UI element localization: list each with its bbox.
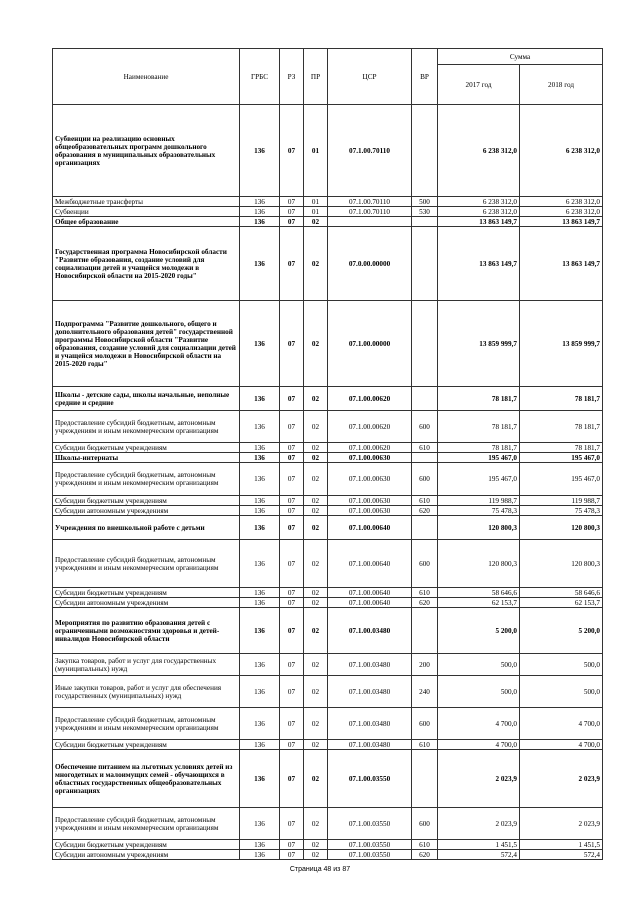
cell-sum-2017: 62 153,7 <box>438 598 520 608</box>
cell-csr <box>328 217 412 227</box>
cell-name: Субсидии бюджетным учреждениям <box>53 588 240 598</box>
cell-pr: 02 <box>304 443 328 453</box>
cell-vr <box>412 105 438 197</box>
cell-grbs: 136 <box>240 598 280 608</box>
cell-grbs: 136 <box>240 654 280 676</box>
cell-pr: 02 <box>304 301 328 387</box>
cell-vr: 610 <box>412 443 438 453</box>
cell-sum-2018: 6 238 312,0 <box>520 197 603 207</box>
cell-name: Подпрограмма "Развитие дошкольного, общего и дополнительного образования детей" государственной программы Новосибирской области "Развитие образования, создание условий для социализации детей и учащейся молодежи в Новосибирской области на 2015-2020 годы" <box>53 301 240 387</box>
cell-rz: 07 <box>280 227 304 301</box>
cell-rz: 07 <box>280 750 304 808</box>
cell-vr <box>412 301 438 387</box>
header-csr: ЦСР <box>328 49 412 105</box>
cell-rz: 07 <box>280 197 304 207</box>
table-header <box>53 49 603 105</box>
cell-sum-2017: 78 181,7 <box>438 443 520 453</box>
cell-rz: 07 <box>280 411 304 443</box>
cell-rz: 07 <box>280 217 304 227</box>
header-year-2017: 2017 год <box>438 65 520 105</box>
cell-csr: 07.1.00.03480 <box>328 708 412 740</box>
cell-grbs: 136 <box>240 105 280 197</box>
cell-grbs: 136 <box>240 750 280 808</box>
cell-grbs: 136 <box>240 850 280 860</box>
cell-sum-2017: 195 467,0 <box>438 463 520 496</box>
cell-rz: 07 <box>280 105 304 197</box>
cell-grbs: 136 <box>240 301 280 387</box>
cell-csr: 07.1.00.03550 <box>328 850 412 860</box>
cell-grbs: 136 <box>240 443 280 453</box>
cell-csr: 07.1.00.00620 <box>328 387 412 411</box>
cell-pr: 02 <box>304 463 328 496</box>
cell-sum-2017: 2 023,9 <box>438 808 520 840</box>
cell-name: Предоставление субсидий бюджетным, автономным учреждениям и иным некоммерческим организациям <box>53 708 240 740</box>
cell-vr: 600 <box>412 463 438 496</box>
cell-vr: 610 <box>412 496 438 506</box>
cell-sum-2017: 78 181,7 <box>438 387 520 411</box>
header-name: Наименование <box>53 49 240 105</box>
cell-sum-2018: 120 800,3 <box>520 540 603 588</box>
cell-pr: 02 <box>304 227 328 301</box>
cell-pr: 02 <box>304 608 328 654</box>
cell-sum-2018: 2 023,9 <box>520 808 603 840</box>
cell-name: Школы - детские сады, школы начальные, неполные средние и средние <box>53 387 240 411</box>
cell-vr <box>412 608 438 654</box>
table-row <box>53 808 603 840</box>
cell-vr: 620 <box>412 598 438 608</box>
cell-sum-2018: 2 023,9 <box>520 750 603 808</box>
cell-vr <box>412 750 438 808</box>
cell-sum-2018: 13 859 999,7 <box>520 301 603 387</box>
cell-csr: 07.1.00.00630 <box>328 453 412 463</box>
cell-grbs: 136 <box>240 516 280 540</box>
cell-vr: 530 <box>412 207 438 217</box>
cell-rz: 07 <box>280 850 304 860</box>
cell-csr: 07.1.00.03550 <box>328 840 412 850</box>
cell-pr: 02 <box>304 387 328 411</box>
table-body <box>53 105 603 860</box>
table-row <box>53 850 603 860</box>
cell-sum-2018: 62 153,7 <box>520 598 603 608</box>
cell-rz: 07 <box>280 463 304 496</box>
cell-pr: 02 <box>304 750 328 808</box>
table-row <box>53 676 603 708</box>
cell-name: Мероприятия по развитию образования детей с ограниченными возможностями здоровья и детей-инвалидов Новосибирской области <box>53 608 240 654</box>
cell-csr: 07.1.00.00000 <box>328 301 412 387</box>
cell-sum-2017: 195 467,0 <box>438 453 520 463</box>
table-row <box>53 387 603 411</box>
cell-sum-2018: 195 467,0 <box>520 453 603 463</box>
header-pr: ПР <box>304 49 328 105</box>
cell-rz: 07 <box>280 598 304 608</box>
cell-sum-2018: 6 238 312,0 <box>520 105 603 197</box>
cell-grbs: 136 <box>240 197 280 207</box>
cell-grbs: 136 <box>240 496 280 506</box>
cell-csr: 07.0.00.00000 <box>328 227 412 301</box>
page-footer: Страница 48 из 87 <box>289 866 351 873</box>
cell-name: Межбюджетные трансферты <box>53 197 240 207</box>
cell-sum-2017: 58 646,6 <box>438 588 520 598</box>
cell-csr: 07.1.00.03550 <box>328 750 412 808</box>
cell-name: Предоставление субсидий бюджетным, автономным учреждениям и иным некоммерческим организациям <box>53 540 240 588</box>
cell-rz: 07 <box>280 540 304 588</box>
cell-grbs: 136 <box>240 588 280 598</box>
table-row <box>53 516 603 540</box>
table-row <box>53 840 603 850</box>
cell-csr: 07.1.00.00620 <box>328 411 412 443</box>
cell-sum-2017: 120 800,3 <box>438 516 520 540</box>
cell-rz: 07 <box>280 496 304 506</box>
table-row <box>53 443 603 453</box>
cell-name: Субсидии автономным учреждениям <box>53 598 240 608</box>
cell-name: Субсидии автономным учреждениям <box>53 506 240 516</box>
cell-vr <box>412 227 438 301</box>
cell-grbs: 136 <box>240 411 280 443</box>
cell-pr: 02 <box>304 676 328 708</box>
cell-name: Субвенции на реализацию основных общеобразовательных программ дошкольного образования в муниципальных образовательных организациях <box>53 105 240 197</box>
cell-grbs: 136 <box>240 207 280 217</box>
cell-vr: 600 <box>412 411 438 443</box>
cell-name: Учреждения по внешкольной работе с детьми <box>53 516 240 540</box>
budget-table <box>52 48 603 860</box>
cell-pr: 02 <box>304 708 328 740</box>
table-row <box>53 598 603 608</box>
cell-grbs: 136 <box>240 840 280 850</box>
cell-csr: 07.1.00.00640 <box>328 588 412 598</box>
cell-csr: 07.1.00.00630 <box>328 506 412 516</box>
cell-name: Иные закупки товаров, работ и услуг для обеспечения государственных (муниципальных) нужд <box>53 676 240 708</box>
cell-name: Государственная программа Новосибирской области "Развитие образования, создание условий для социализации детей и учащейся молодежи в Новосибирской области на 2015-2020 годы" <box>53 227 240 301</box>
cell-rz: 07 <box>280 506 304 516</box>
table-row <box>53 496 603 506</box>
cell-grbs: 136 <box>240 740 280 750</box>
cell-pr: 02 <box>304 850 328 860</box>
cell-rz: 07 <box>280 387 304 411</box>
cell-csr: 07.1.00.00620 <box>328 443 412 453</box>
cell-name: Школы-интернаты <box>53 453 240 463</box>
cell-sum-2018: 6 238 312,0 <box>520 207 603 217</box>
header-year-2018: 2018 год <box>520 65 603 105</box>
cell-sum-2018: 119 988,7 <box>520 496 603 506</box>
cell-rz: 07 <box>280 443 304 453</box>
cell-rz: 07 <box>280 840 304 850</box>
cell-sum-2017: 500,0 <box>438 654 520 676</box>
cell-rz: 07 <box>280 516 304 540</box>
cell-vr: 610 <box>412 588 438 598</box>
table-row <box>53 301 603 387</box>
cell-csr: 07.1.00.03480 <box>328 740 412 750</box>
cell-name: Обеспечение питанием на льготных условиях детей из многодетных и малоимущих семей - обучающихся в областных государственных общеобразовательных организациях <box>53 750 240 808</box>
cell-vr: 600 <box>412 540 438 588</box>
table-row <box>53 654 603 676</box>
cell-vr <box>412 217 438 227</box>
cell-pr: 02 <box>304 840 328 850</box>
cell-vr: 600 <box>412 808 438 840</box>
cell-rz: 07 <box>280 740 304 750</box>
cell-pr: 02 <box>304 516 328 540</box>
table-row <box>53 740 603 750</box>
table-row <box>53 608 603 654</box>
cell-vr: 240 <box>412 676 438 708</box>
cell-sum-2017: 5 200,0 <box>438 608 520 654</box>
cell-grbs: 136 <box>240 808 280 840</box>
cell-name: Субсидии бюджетным учреждениям <box>53 443 240 453</box>
cell-pr: 02 <box>304 598 328 608</box>
cell-grbs: 136 <box>240 608 280 654</box>
table-row <box>53 227 603 301</box>
cell-vr: 610 <box>412 740 438 750</box>
cell-vr: 600 <box>412 708 438 740</box>
cell-grbs: 136 <box>240 387 280 411</box>
cell-grbs: 136 <box>240 676 280 708</box>
cell-sum-2018: 500,0 <box>520 676 603 708</box>
cell-pr: 02 <box>304 217 328 227</box>
cell-sum-2018: 1 451,5 <box>520 840 603 850</box>
cell-sum-2017: 13 859 999,7 <box>438 301 520 387</box>
table-row <box>53 453 603 463</box>
cell-sum-2018: 5 200,0 <box>520 608 603 654</box>
cell-csr: 07.1.00.03480 <box>328 654 412 676</box>
cell-grbs: 136 <box>240 540 280 588</box>
cell-sum-2017: 4 700,0 <box>438 708 520 740</box>
cell-sum-2017: 6 238 312,0 <box>438 207 520 217</box>
cell-name: Общее образование <box>53 217 240 227</box>
cell-pr: 02 <box>304 654 328 676</box>
cell-sum-2018: 195 467,0 <box>520 463 603 496</box>
cell-csr: 07.1.00.03480 <box>328 608 412 654</box>
cell-sum-2018: 500,0 <box>520 654 603 676</box>
cell-sum-2018: 13 863 149,7 <box>520 227 603 301</box>
cell-sum-2017: 4 700,0 <box>438 740 520 750</box>
cell-pr: 02 <box>304 453 328 463</box>
cell-rz: 07 <box>280 654 304 676</box>
cell-sum-2017: 2 023,9 <box>438 750 520 808</box>
cell-name: Субсидии бюджетным учреждениям <box>53 740 240 750</box>
cell-rz: 07 <box>280 676 304 708</box>
cell-name: Предоставление субсидий бюджетным, автономным учреждениям и иным некоммерческим организациям <box>53 463 240 496</box>
cell-vr <box>412 453 438 463</box>
cell-pr: 01 <box>304 105 328 197</box>
cell-csr: 07.1.00.70110 <box>328 197 412 207</box>
cell-sum-2018: 58 646,6 <box>520 588 603 598</box>
header-grbs: ГРБС <box>240 49 280 105</box>
cell-sum-2018: 78 181,7 <box>520 387 603 411</box>
cell-sum-2018: 4 700,0 <box>520 740 603 750</box>
cell-sum-2017: 6 238 312,0 <box>438 197 520 207</box>
cell-sum-2017: 13 863 149,7 <box>438 227 520 301</box>
cell-sum-2017: 78 181,7 <box>438 411 520 443</box>
cell-csr: 07.1.00.00640 <box>328 598 412 608</box>
table-row <box>53 207 603 217</box>
table-row <box>53 105 603 197</box>
cell-rz: 07 <box>280 453 304 463</box>
cell-name: Закупка товаров, работ и услуг для государственных (муниципальных) нужд <box>53 654 240 676</box>
cell-csr: 07.1.00.00630 <box>328 496 412 506</box>
cell-name: Субвенции <box>53 207 240 217</box>
cell-sum-2017: 1 451,5 <box>438 840 520 850</box>
cell-sum-2017: 120 800,3 <box>438 540 520 588</box>
table-row <box>53 506 603 516</box>
cell-sum-2017: 500,0 <box>438 676 520 708</box>
cell-rz: 07 <box>280 588 304 598</box>
cell-sum-2018: 78 181,7 <box>520 411 603 443</box>
cell-csr: 07.1.00.70110 <box>328 105 412 197</box>
cell-grbs: 136 <box>240 708 280 740</box>
cell-rz: 07 <box>280 207 304 217</box>
table-row <box>53 217 603 227</box>
cell-name: Субсидии автономным учреждениям <box>53 850 240 860</box>
cell-vr: 620 <box>412 506 438 516</box>
cell-sum-2018: 120 800,3 <box>520 516 603 540</box>
table-row <box>53 750 603 808</box>
cell-rz: 07 <box>280 608 304 654</box>
header-vr: ВР <box>412 49 438 105</box>
cell-sum-2017: 75 478,3 <box>438 506 520 516</box>
cell-grbs: 136 <box>240 463 280 496</box>
cell-csr: 07.1.00.70110 <box>328 207 412 217</box>
cell-pr: 01 <box>304 197 328 207</box>
cell-csr: 07.1.00.03550 <box>328 808 412 840</box>
cell-vr: 620 <box>412 850 438 860</box>
cell-sum-2018: 13 863 149,7 <box>520 217 603 227</box>
cell-sum-2018: 78 181,7 <box>520 443 603 453</box>
cell-csr: 07.1.00.00640 <box>328 516 412 540</box>
cell-name: Предоставление субсидий бюджетным, автономным учреждениям и иным некоммерческим организациям <box>53 808 240 840</box>
cell-sum-2017: 119 988,7 <box>438 496 520 506</box>
cell-vr <box>412 387 438 411</box>
cell-pr: 02 <box>304 540 328 588</box>
cell-sum-2018: 572,4 <box>520 850 603 860</box>
table-row <box>53 588 603 598</box>
cell-pr: 02 <box>304 740 328 750</box>
cell-name: Предоставление субсидий бюджетным, автономным учреждениям и иным некоммерческим организациям <box>53 411 240 443</box>
cell-sum-2017: 572,4 <box>438 850 520 860</box>
cell-sum-2018: 75 478,3 <box>520 506 603 516</box>
cell-grbs: 136 <box>240 453 280 463</box>
table-row <box>53 708 603 740</box>
cell-grbs: 136 <box>240 506 280 516</box>
cell-pr: 02 <box>304 411 328 443</box>
cell-pr: 02 <box>304 808 328 840</box>
cell-grbs: 136 <box>240 217 280 227</box>
cell-sum-2017: 13 863 149,7 <box>438 217 520 227</box>
cell-name: Субсидии бюджетным учреждениям <box>53 840 240 850</box>
cell-pr: 02 <box>304 496 328 506</box>
cell-csr: 07.1.00.03480 <box>328 676 412 708</box>
table-row <box>53 463 603 496</box>
cell-rz: 07 <box>280 301 304 387</box>
table-row <box>53 411 603 443</box>
cell-csr: 07.1.00.00640 <box>328 540 412 588</box>
cell-name: Субсидии бюджетным учреждениям <box>53 496 240 506</box>
header-sum: Сумма <box>438 49 603 65</box>
table-row <box>53 197 603 207</box>
cell-vr <box>412 516 438 540</box>
cell-pr: 02 <box>304 506 328 516</box>
cell-vr: 500 <box>412 197 438 207</box>
cell-pr: 02 <box>304 588 328 598</box>
cell-vr: 610 <box>412 840 438 850</box>
cell-pr: 01 <box>304 207 328 217</box>
cell-sum-2018: 4 700,0 <box>520 708 603 740</box>
cell-rz: 07 <box>280 708 304 740</box>
cell-rz: 07 <box>280 808 304 840</box>
cell-sum-2017: 6 238 312,0 <box>438 105 520 197</box>
cell-grbs: 136 <box>240 227 280 301</box>
header-rz: РЗ <box>280 49 304 105</box>
cell-vr: 200 <box>412 654 438 676</box>
cell-csr: 07.1.00.00630 <box>328 463 412 496</box>
table-row <box>53 540 603 588</box>
